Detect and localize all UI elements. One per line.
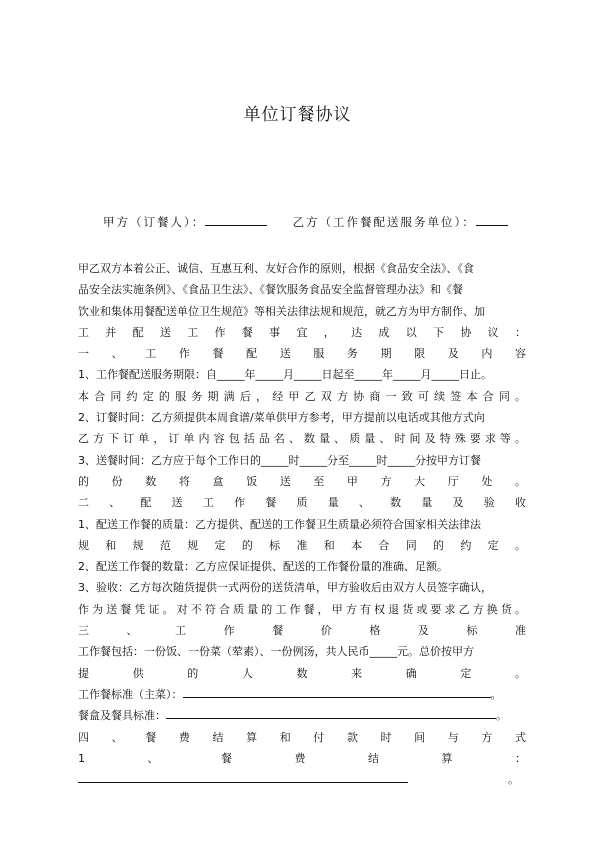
body-line: 1、工作餐配送服务期限：自_____年_____月_____日起至_____年_____月_____日止。: [78, 368, 492, 382]
party-a-label: 甲方（订餐人）：: [103, 215, 206, 229]
agreement-body: [78, 258, 526, 790]
body-line: 工作餐包括：一份饭、一份菜（荤素）、一份例汤，共人民币_____元。总价按甲方: [78, 645, 474, 659]
body-line: 2、订餐时间：乙方须提供本周食谱/菜单供甲方参考，甲方提前以电话或其他方式向: [78, 411, 485, 425]
body-line: 甲乙双方本着公正、诚信、互惠互利、友好合作的原则，根据《食品安全法》、《食: [78, 262, 474, 275]
body-line: 品安全法实施条例》、《食品卫生法》、《餐饮服务食品安全监督管理办法》和《餐: [78, 283, 463, 297]
container-standard-line: 餐盒及餐具标准： 。: [78, 705, 526, 726]
body-line: 1、配送工作餐的质量：乙方提供、配送的工作餐卫生质量必须符合国家相关法律法: [78, 517, 481, 531]
section-heading-4: 四、餐费结算和付款时间与方式: [78, 730, 526, 744]
party-b-blank[interactable]: [476, 213, 508, 226]
meal-standard-blank[interactable]: [183, 685, 491, 698]
body-line: 本合同约定的服务期满后，经甲乙双方协商一致可续签本合同。: [78, 389, 526, 403]
container-standard-label: 餐盒及餐具标准：: [78, 709, 166, 723]
body-line: 3、验收：乙方每次随货提供一式两份的送货清单，甲方验收后由双方人员签字确认，: [78, 581, 492, 595]
body-line: 2、配送工作餐的数量：乙方应保证提供、配送的工作餐份量的准确、足额。: [78, 560, 448, 574]
party-b-label: 乙方（工作餐配送服务单位）：: [292, 215, 476, 229]
meal-standard-line: 工作餐标准（主菜）： 。: [78, 684, 526, 705]
body-line: 乙方下订单，订单内容包括品名、数量、质量、时间及特殊要求等。: [78, 432, 526, 446]
container-standard-blank[interactable]: [166, 706, 496, 719]
body-line: 工并配送工作餐事宜，达成以下协议：: [78, 325, 526, 339]
body-line: 饮业和集体用餐配送单位卫生规范》等相关法律法规和规范，就乙方为甲方制作、加: [78, 304, 485, 318]
period: 。: [508, 773, 519, 787]
body-line: 提供的人数来确定。: [78, 666, 526, 680]
settlement-blank[interactable]: [78, 770, 408, 783]
body-line: 作为送餐凭证。对不符合质量的工作餐，甲方有权退货或要求乙方换货。: [78, 602, 526, 616]
party-a-blank[interactable]: [205, 213, 267, 226]
section-heading-1: 一、工作餐配送服务期限及内容: [78, 347, 526, 361]
body-line: 的份数将盒饭送至甲方大厅处。: [78, 474, 526, 488]
parties-line: [103, 213, 533, 230]
body-line: 3、送餐时间：乙方应于每个工作日的_____时_____分至_____时_____分按甲方订餐: [78, 453, 481, 467]
body-line: 1、餐费结算：: [78, 751, 526, 765]
document-title: 单位订餐协议: [243, 105, 352, 125]
section-heading-3: 三、工作餐价格及标准: [78, 624, 526, 638]
meal-standard-label: 工作餐标准（主菜）：: [78, 687, 183, 701]
settlement-blank-line: [78, 769, 526, 790]
section-heading-2: 二、配送工作餐质量、数量及验收: [78, 496, 526, 510]
body-line: 规和规范规定的标准和本合同的约定。: [78, 538, 526, 552]
